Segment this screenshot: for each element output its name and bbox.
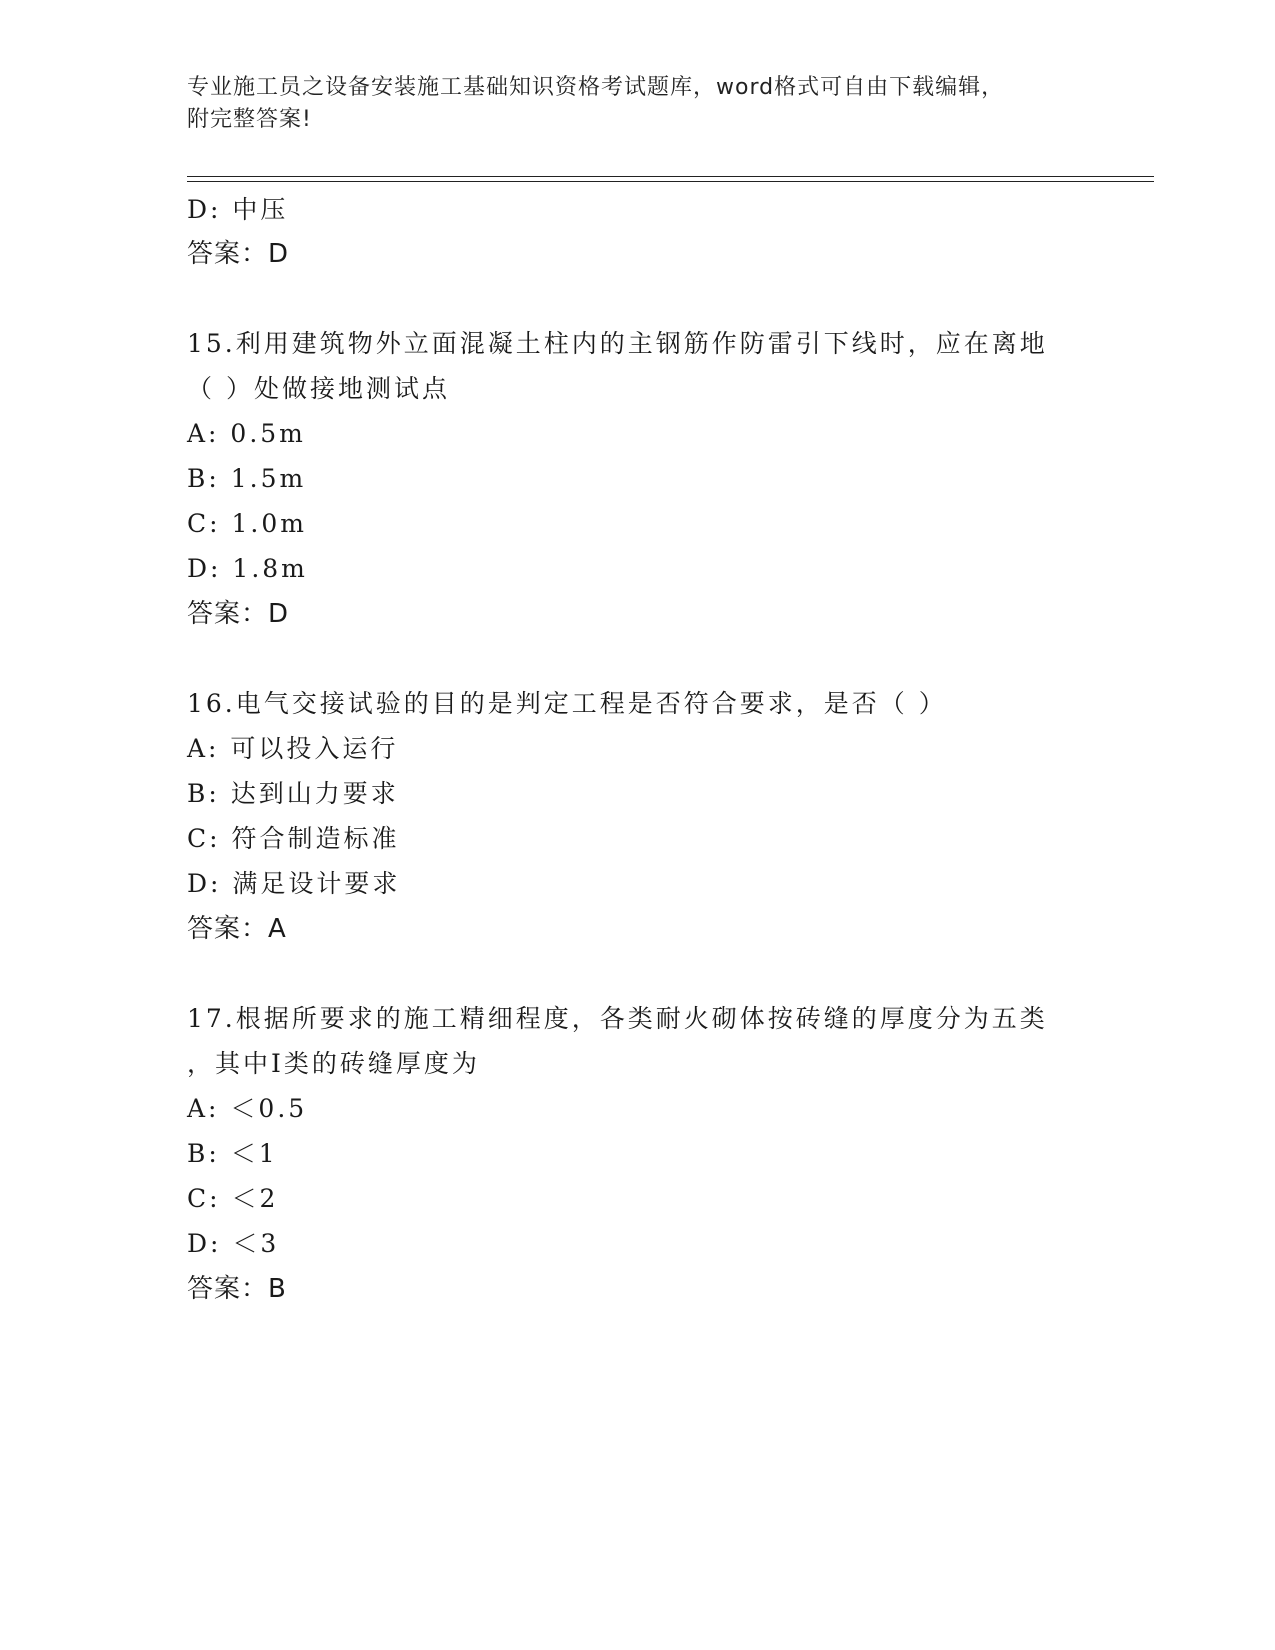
q17-stem-line-1: 17.根据所要求的施工精细程度，各类耐火砌体按砖缝的厚度分为五类 <box>187 1004 1048 1033</box>
prev-option-d: D: 中压 <box>187 195 289 224</box>
q17-option-b: B: ＜1 <box>187 1139 278 1168</box>
q16-option-a: A: 可以投入运行 <box>187 734 399 763</box>
q15-option-c: C: 1.0m <box>187 509 307 538</box>
q15-stem-line-1: 15.利用建筑物外立面混凝土柱内的主钢筋作防雷引下线时，应在离地 <box>187 329 1048 358</box>
q17-answer: 答案：B <box>187 1274 287 1304</box>
q17-option-d: D: ＜3 <box>187 1229 280 1258</box>
q17-option-c: C: ＜2 <box>187 1184 279 1213</box>
q15-stem-line-2: （ ）处做接地测试点 <box>187 374 450 403</box>
header-rule-bottom <box>187 181 1154 182</box>
q16-option-b: B: 达到山力要求 <box>187 779 399 808</box>
prev-answer: 答案：D <box>187 239 290 269</box>
q15-answer: 答案：D <box>187 599 290 629</box>
q16-option-d: D: 满足设计要求 <box>187 869 401 898</box>
header-text-line-1: 专业施工员之设备安装施工基础知识资格考试题库，word格式可自由下载编辑， <box>187 75 1005 100</box>
header-text-line-2: 附完整答案! <box>187 107 312 132</box>
q17-stem-line-2: ，其中Ⅰ类的砖缝厚度为 <box>187 1049 480 1078</box>
q16-option-c: C: 符合制造标准 <box>187 824 400 853</box>
q17-option-a: A: ＜0.5 <box>187 1094 308 1123</box>
header-rule-top <box>187 176 1154 177</box>
q15-option-a: A: 0.5m <box>187 419 306 448</box>
q16-stem-line-1: 16.电气交接试验的目的是判定工程是否符合要求，是否（ ） <box>187 689 947 718</box>
q15-option-d: D: 1.8m <box>187 554 308 583</box>
q15-option-b: B: 1.5m <box>187 464 307 493</box>
q16-answer: 答案：A <box>187 914 287 944</box>
